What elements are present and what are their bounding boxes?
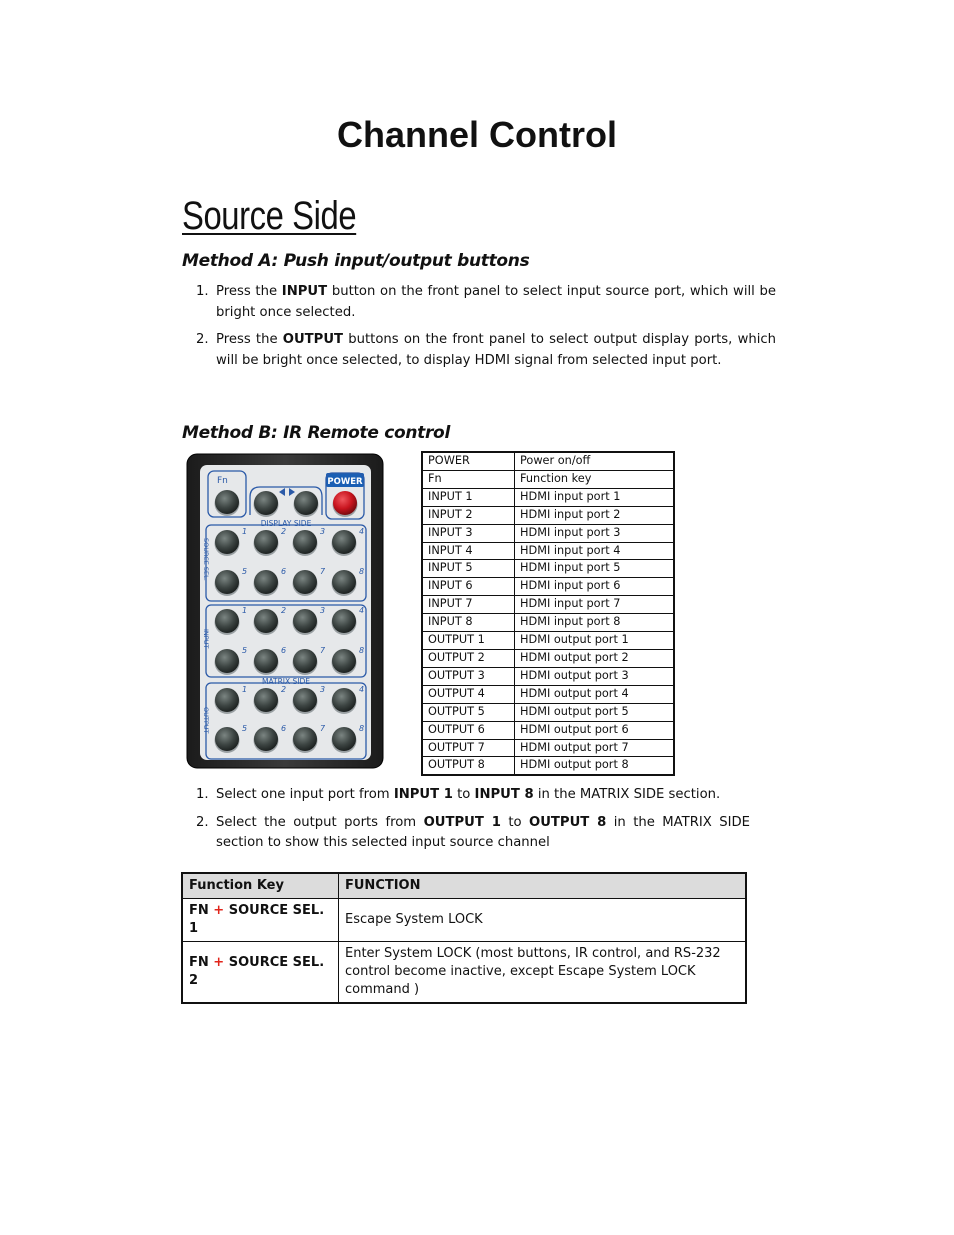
table-row	[422, 757, 674, 775]
output-button-4[interactable]	[332, 688, 356, 712]
input-side-label: INPUT	[202, 629, 210, 649]
key-name-cell: OUTPUT 1	[422, 632, 515, 650]
method-a-heading: Method A: Push input/output buttons	[182, 251, 530, 271]
table-row	[422, 578, 674, 596]
power-label: POWER	[327, 477, 363, 487]
power-button[interactable]	[333, 491, 357, 515]
step-keyword: OUTPUT	[282, 332, 344, 347]
step-keyword: OUTPUT 1	[423, 814, 501, 830]
key-description-cell: HDMI output port 8	[515, 757, 675, 775]
output-button-2[interactable]	[254, 688, 278, 712]
step-keyword: INPUT 1	[393, 787, 453, 802]
key-name-cell: OUTPUT 7	[422, 739, 515, 757]
table-row	[422, 667, 674, 685]
table-row	[422, 739, 674, 757]
table-row	[422, 524, 674, 542]
function-desc-cell: Escape System LOCK	[339, 899, 747, 942]
function-table-header-row	[182, 873, 746, 899]
key-name-cell: INPUT 8	[422, 614, 515, 632]
button-number-label: 1	[242, 685, 248, 694]
button-number-label: 3	[320, 527, 326, 536]
table-row	[422, 649, 674, 667]
table-row	[422, 506, 674, 524]
output-button-5[interactable]	[215, 727, 239, 751]
fn-key: FN	[189, 955, 209, 970]
button-number-label: 5	[242, 646, 248, 655]
key-name-cell: OUTPUT 6	[422, 721, 515, 739]
key-description-cell: HDMI output port 2	[515, 649, 675, 667]
output-button-6[interactable]	[254, 727, 278, 751]
source-sel-button-1[interactable]	[215, 530, 239, 554]
input-button-3[interactable]	[293, 609, 317, 633]
key-description-cell: HDMI output port 4	[515, 685, 675, 703]
plus-sign: +	[213, 955, 225, 970]
step-text: Press the	[216, 332, 283, 347]
key-description-cell: HDMI output port 6	[515, 721, 675, 739]
button-number-label: 2	[281, 606, 287, 615]
step-keyword: OUTPUT 8	[529, 814, 607, 830]
key-name-cell: INPUT 4	[422, 542, 515, 560]
step-keyword: INPUT 8	[474, 787, 534, 802]
input-button-5[interactable]	[215, 649, 239, 673]
step-text-part: to	[452, 787, 475, 802]
button-number-label: 6	[281, 646, 287, 655]
step-number: 2.	[196, 814, 209, 830]
fn-key: FN	[189, 903, 209, 918]
function-key-cell	[182, 899, 339, 942]
ir-remote-image	[186, 453, 384, 769]
output-button-3[interactable]	[293, 688, 317, 712]
step-number: 1.	[196, 284, 209, 299]
table-row	[422, 703, 674, 721]
source-sel-button-3[interactable]	[293, 530, 317, 554]
input-button-8[interactable]	[332, 649, 356, 673]
input-button-1[interactable]	[215, 609, 239, 633]
button-number-label: 7	[320, 567, 326, 576]
key-name-cell: POWER	[422, 452, 515, 470]
table-row	[182, 899, 746, 942]
step-number: 2.	[196, 332, 209, 347]
matrix-side-label: MATRIX SIDE	[261, 677, 311, 686]
key-name-cell: OUTPUT 4	[422, 685, 515, 703]
button-number-label: 1	[242, 527, 248, 536]
step-text	[216, 815, 750, 851]
button-number-label: 8	[359, 646, 365, 655]
method-b-steps	[196, 785, 750, 861]
step-keyword: INPUT	[281, 284, 328, 299]
key-description-cell: Power on/off	[515, 452, 675, 470]
step-text	[216, 787, 720, 802]
table-row	[422, 614, 674, 632]
button-number-label: 1	[242, 606, 248, 615]
table-row	[422, 470, 674, 488]
source-sel-button-8[interactable]	[332, 570, 356, 594]
key-description-cell: HDMI output port 7	[515, 739, 675, 757]
step-text: buttons on the front panel to select output display ports, which will be bright once selected, to display HDMI signal from selected input port.	[216, 332, 776, 368]
fn-button[interactable]	[215, 490, 239, 514]
display-side-label: DISPLAY SIDE	[260, 519, 312, 528]
key-name-cell: OUTPUT 3	[422, 667, 515, 685]
button-number-label: 6	[281, 567, 287, 576]
key-description-cell: HDMI input port 2	[515, 506, 675, 524]
button-number-label: 8	[359, 567, 365, 576]
table-row	[422, 560, 674, 578]
source-key: SOURCE SEL. 2	[189, 955, 325, 988]
key-name-cell: INPUT 7	[422, 596, 515, 614]
step-text: button on the front panel to select input source port, which will be bright once selected.	[216, 284, 777, 320]
key-description-cell: HDMI input port 3	[515, 524, 675, 542]
key-name-cell: Fn	[422, 470, 515, 488]
source-sel-button-2[interactable]	[254, 530, 278, 554]
left-arrow-button[interactable]	[254, 491, 278, 515]
method-a-step-1	[196, 282, 776, 323]
method-b-step-1	[196, 785, 750, 806]
method-a-steps	[196, 282, 776, 378]
plus-sign: +	[213, 903, 225, 918]
source-sel-button-5[interactable]	[215, 570, 239, 594]
button-number-label: 8	[359, 724, 365, 733]
key-name-cell: OUTPUT 5	[422, 703, 515, 721]
key-name-cell: OUTPUT 8	[422, 757, 515, 775]
input-button-2[interactable]	[254, 609, 278, 633]
key-description-cell: HDMI output port 5	[515, 703, 675, 721]
header-function-key: Function Key	[182, 873, 339, 899]
key-description-cell: Function key	[515, 470, 675, 488]
key-name-cell: INPUT 3	[422, 524, 515, 542]
step-text: Press the	[216, 284, 282, 299]
method-b-heading: Method B: IR Remote control	[182, 423, 450, 443]
function-key-table	[181, 872, 747, 1004]
button-number-label: 4	[359, 527, 365, 536]
page-title: Channel Control	[337, 114, 617, 155]
key-description-cell: HDMI input port 6	[515, 578, 675, 596]
section-title: Source Side	[182, 194, 357, 238]
key-table	[421, 451, 675, 776]
button-number-label: 2	[281, 685, 287, 694]
key-description-cell: HDMI input port 1	[515, 488, 675, 506]
input-button-6[interactable]	[254, 649, 278, 673]
button-number-label: 5	[242, 567, 248, 576]
method-a-step-2	[196, 330, 776, 371]
right-arrow-button[interactable]	[294, 491, 318, 515]
output-button-7[interactable]	[293, 727, 317, 751]
table-row	[422, 685, 674, 703]
button-number-label: 7	[320, 724, 326, 733]
table-row	[422, 596, 674, 614]
key-description-cell: HDMI input port 4	[515, 542, 675, 560]
function-key-cell	[182, 942, 339, 1004]
key-description-cell: HDMI output port 3	[515, 667, 675, 685]
method-b-step-2	[196, 813, 750, 854]
step-text-part: Select one input port from	[216, 787, 394, 802]
table-row	[182, 942, 746, 1004]
source-sel-button-6[interactable]	[254, 570, 278, 594]
source-sel-side-label: SOURCE SEL.	[202, 538, 210, 581]
output-side-label: OUTPUT	[202, 707, 210, 734]
button-number-label: 5	[242, 724, 248, 733]
output-button-8[interactable]	[332, 727, 356, 751]
button-number-label: 4	[359, 685, 365, 694]
button-number-label: 2	[281, 527, 287, 536]
input-button-7[interactable]	[293, 649, 317, 673]
key-description-cell: HDMI input port 7	[515, 596, 675, 614]
output-button-1[interactable]	[215, 688, 239, 712]
button-number-label: 3	[320, 685, 326, 694]
key-name-cell: INPUT 2	[422, 506, 515, 524]
key-name-cell: INPUT 1	[422, 488, 515, 506]
step-number: 1.	[196, 787, 209, 802]
step-text-part: in the MATRIX SIDE section to show this selected input source channel	[216, 814, 750, 850]
function-desc-cell: Enter System LOCK (most buttons, IR control, and RS-232 control become inactive, except Escape System LOCK command )	[339, 942, 747, 1004]
fn-label: Fn	[217, 476, 228, 486]
table-row	[422, 721, 674, 739]
table-row	[422, 452, 674, 470]
table-row	[422, 488, 674, 506]
button-number-label: 7	[320, 646, 326, 655]
step-text-part: in the MATRIX SIDE section.	[533, 787, 721, 802]
table-row	[422, 542, 674, 560]
button-number-label: 3	[320, 606, 326, 615]
key-name-cell: OUTPUT 2	[422, 649, 515, 667]
source-sel-button-4[interactable]	[332, 530, 356, 554]
key-name-cell: INPUT 6	[422, 578, 515, 596]
button-number-label: 4	[359, 606, 365, 615]
step-text-part: Select the output ports from	[216, 814, 424, 830]
key-name-cell: INPUT 5	[422, 560, 515, 578]
key-description-cell: HDMI input port 5	[515, 560, 675, 578]
step-text-part: to	[500, 814, 530, 830]
source-key: SOURCE SEL. 1	[189, 903, 325, 936]
source-sel-button-7[interactable]	[293, 570, 317, 594]
key-description-cell: HDMI input port 8	[515, 614, 675, 632]
header-function: FUNCTION	[339, 873, 747, 899]
input-button-4[interactable]	[332, 609, 356, 633]
key-description-cell: HDMI output port 1	[515, 632, 675, 650]
table-row	[422, 632, 674, 650]
button-number-label: 6	[281, 724, 287, 733]
